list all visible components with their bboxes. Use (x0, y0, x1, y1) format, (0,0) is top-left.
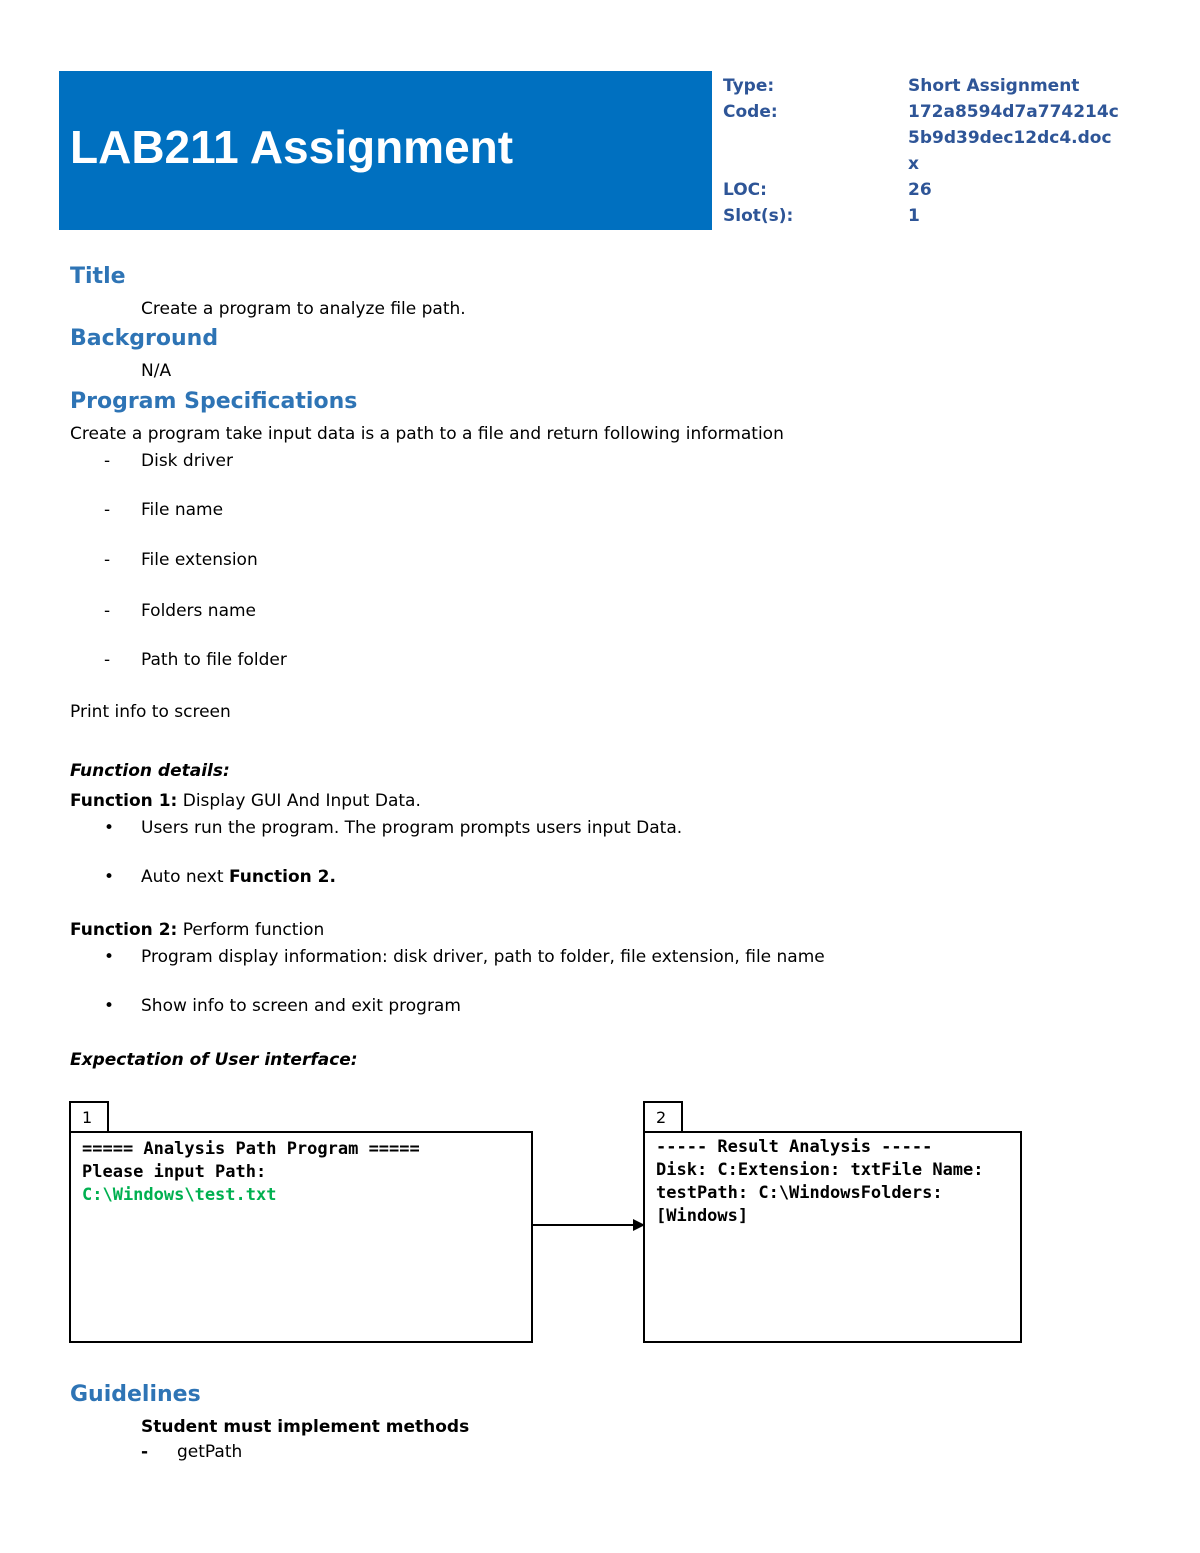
function-1-bullet-2 (141, 869, 336, 886)
code-value-1: 172a8594d7a774214c (908, 102, 1119, 122)
dash-marker: - (104, 451, 111, 471)
guidelines-subheading: Student must implement methods (141, 1417, 470, 1437)
function-2-label: Function 2: (70, 920, 178, 940)
type-value: Short Assignment (908, 76, 1080, 96)
type-label: Type: (723, 76, 775, 96)
spec-heading: Program Specifications (70, 389, 358, 414)
function-2-bullet: Program display information: disk driver, path to folder, file extension, file name (141, 947, 825, 967)
result-header: ----- Result Analysis ----- (656, 1137, 933, 1157)
meta-values (908, 73, 1119, 229)
spec-intro: Create a program take input data is a path to a file and return following information (70, 424, 784, 444)
function-2-bullet: Show info to screen and exit program (141, 996, 461, 1016)
code-value-3: x (908, 154, 919, 174)
function-1-line (70, 793, 421, 810)
result-line: testPath: C:\WindowsFolders: (656, 1183, 943, 1203)
console-header: ===== Analysis Path Program ===== (82, 1139, 420, 1159)
spec-item: Path to file folder (141, 650, 287, 670)
title-text: Create a program to analyze file path. (141, 299, 466, 319)
background-text: N/A (141, 361, 172, 381)
console-input-value: C:\Windows\test.txt (82, 1185, 277, 1205)
function-1-label: Function 1: (70, 791, 178, 811)
spec-item: Folders name (141, 601, 257, 621)
console-box-result (643, 1131, 1022, 1343)
function-2-line (70, 922, 324, 939)
document-title: LAB211 Assignment (70, 121, 514, 173)
box-1-tag (69, 1101, 109, 1134)
loc-value: 26 (908, 180, 932, 200)
console-box-input (69, 1131, 533, 1343)
slots-value: 1 (908, 206, 920, 226)
box-2-number: 2 (656, 1108, 667, 1127)
code-label: Code: (723, 102, 778, 122)
spec-outro: Print info to screen (70, 702, 231, 722)
result-line: [Windows] (656, 1206, 749, 1226)
guidelines-heading: Guidelines (70, 1382, 201, 1407)
spec-item: File extension (141, 550, 258, 570)
function-2-text: Perform function (177, 920, 325, 940)
box-1-number: 1 (82, 1108, 93, 1127)
dash-marker: - (104, 650, 111, 670)
result-line: Disk: C:Extension: txtFile Name: (656, 1160, 984, 1180)
code-value-2: 5b9d39dec12dc4.doc (908, 128, 1112, 148)
function-details-label: Function details: (70, 761, 230, 781)
function-1-text: Display GUI And Input Data. (177, 791, 421, 811)
function-1-bullet: Users run the program. The program prompts users input Data. (141, 818, 683, 838)
bullet-prefix: Auto next (141, 867, 229, 887)
spec-item: Disk driver (141, 451, 233, 471)
flow-arrow (531, 1215, 647, 1235)
ui-expectation-label: Expectation of User interface: (70, 1050, 358, 1070)
dash-marker: - (104, 550, 111, 570)
title-heading: Title (70, 264, 126, 289)
slots-label: Slot(s): (723, 206, 794, 226)
box-2-tag (643, 1101, 683, 1134)
bullet-bold: Function 2. (228, 867, 336, 887)
dash-marker: - (104, 500, 111, 520)
guidelines-item: getPath (177, 1442, 243, 1462)
dash-marker: - (104, 601, 111, 621)
bullet-dot: • (104, 867, 115, 887)
bullet-dot: • (104, 818, 115, 838)
meta-labels (723, 73, 793, 229)
loc-label: LOC: (723, 180, 767, 200)
spec-item: File name (141, 500, 224, 520)
background-heading: Background (70, 326, 219, 351)
console-prompt: Please input Path: (82, 1162, 267, 1182)
dash-marker: - (141, 1442, 149, 1462)
bullet-dot: • (104, 996, 115, 1016)
bullet-dot: • (104, 947, 115, 967)
